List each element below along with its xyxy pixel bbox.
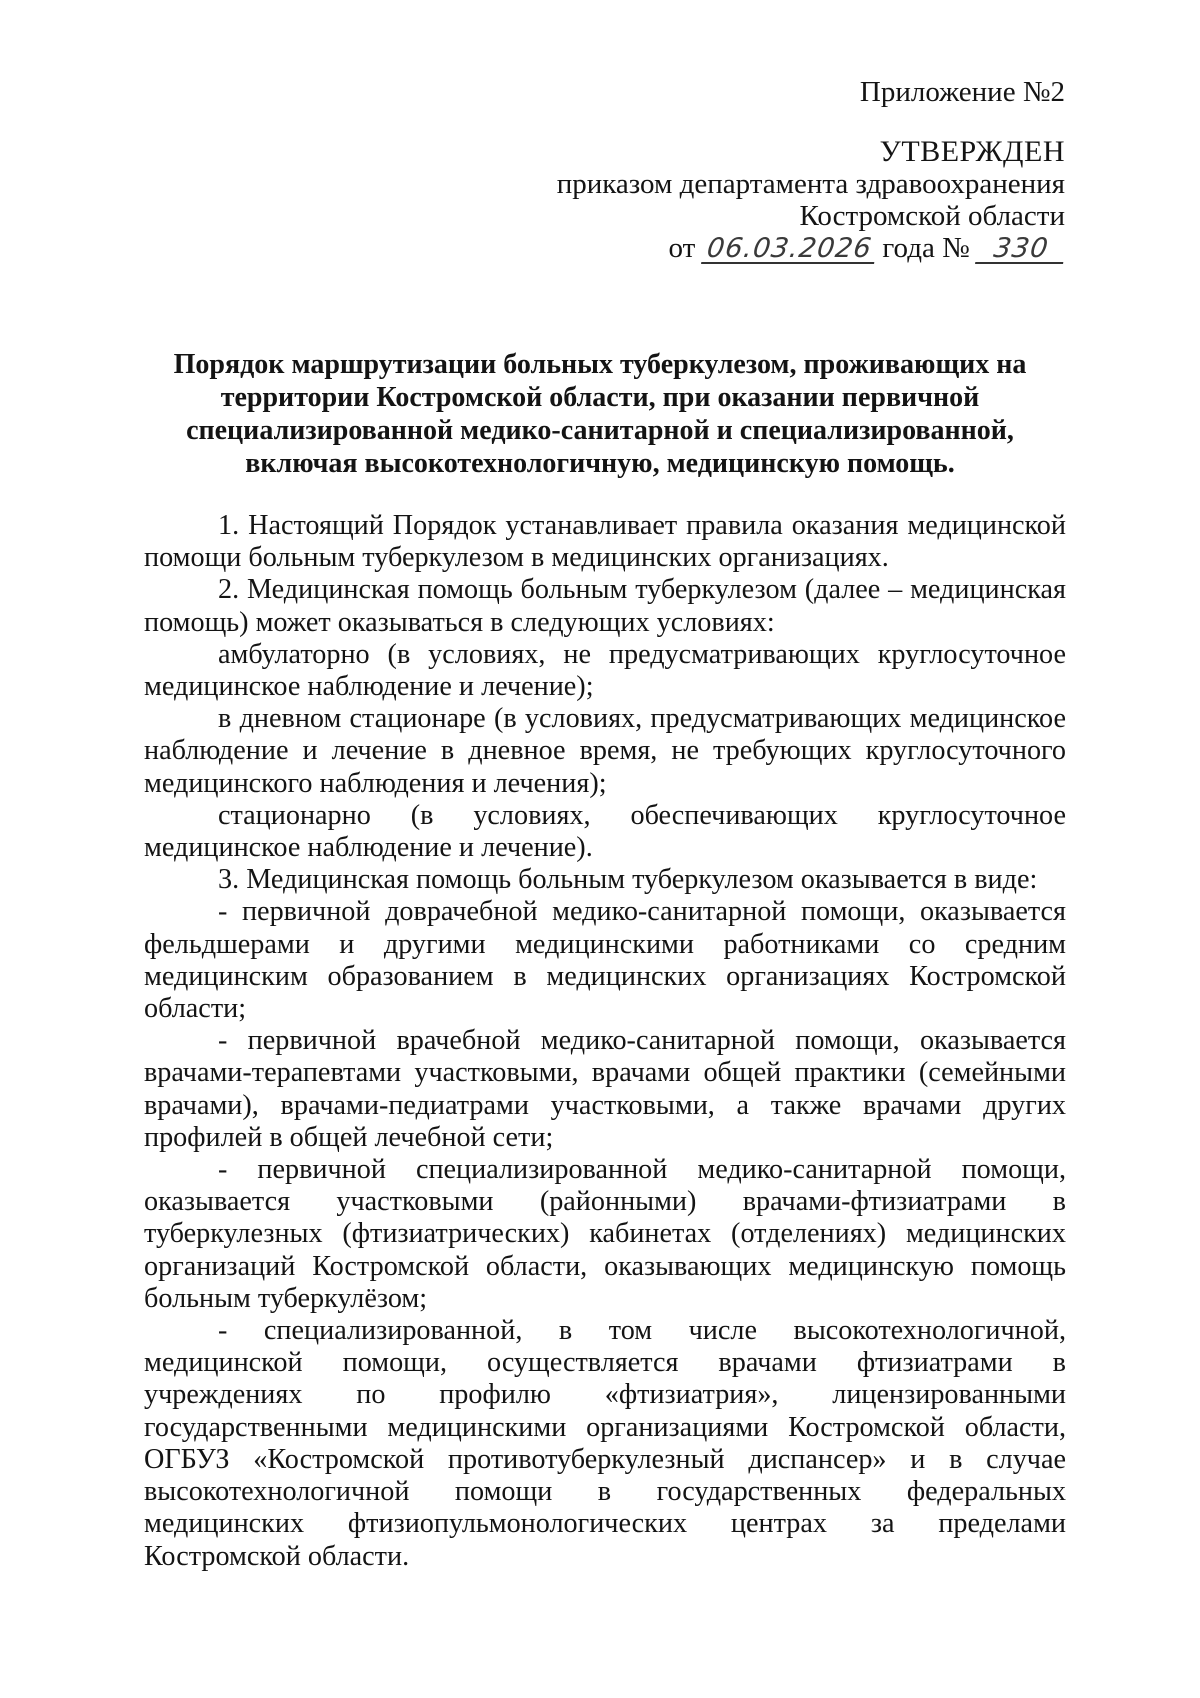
paragraph-1: 1. Настоящий Порядок устанавливает правила оказания медицинской помощи больным туберкулезом в медицинских организациях. — [144, 510, 1066, 574]
list-item-specialized-hightech: - специализированной, в том числе высокотехнологичной, медицинской помощи, осуществляется врачами фтизиатрами в учреждениях по профилю «фтизиатрия», лицензированными государственными медицинскими организациями Костромской области, ОГБУЗ «Костромской противотуберкулезный диспансер» и в случае высокотехнологичной помощи в государственных федеральных медицинских фтизиопульмонологических центрах за пределами Костромской области. — [144, 1315, 1066, 1572]
paragraph-condition-inpatient: стационарно (в условиях, обеспечивающих круглосуточное медицинское наблюдение и лечение). — [144, 799, 1066, 864]
list-item-primary-physician: - первичной врачебной медико-санитарной помощи, оказывается врачами-терапевтами участковыми, врачами общей практики (семейными врачами), врачами-педиатрами участковыми, а также врачами других профилей в общей лечебной сети; — [144, 1025, 1066, 1153]
approval-header — [557, 76, 1065, 264]
order-line-1: приказом департамента здравоохранения — [556, 168, 1065, 200]
approved-label: УТВЕРЖДЕН — [879, 135, 1065, 168]
order-line-2: Костромской области — [799, 200, 1065, 232]
paragraph-3: 3. Медицинская помощь больным туберкулезом оказывается в виде: — [218, 864, 1038, 896]
date-line — [668, 232, 1065, 264]
paragraph-condition-outpatient: амбулаторно (в условиях, не предусматривающих круглосуточное медицинское наблюдение и лечение); — [144, 638, 1066, 703]
list-item-primary-specialized: - первичной специализированной медико-санитарной помощи, оказывается участковыми (районными) врачами-фтизиатрами в туберкулезных (фтизиатрических) кабинетах (отделениях) медицинских организаций Костромской области, оказывающих медицинскую помощь больным туберкулёзом; — [144, 1154, 1066, 1314]
document-body — [144, 510, 1066, 1573]
paragraph-2: 2. Медицинская помощь больным туберкулезом (далее – медицинская помощь) может оказываться в следующих условиях: — [144, 574, 1066, 638]
document-title: Порядок маршрутизации больных туберкулезом, проживающих на территории Костромской области, при оказании первичной специализированной медико-санитарной и специализированной, включая высокотехнологичную, медицинскую помощь. — [173, 349, 1027, 479]
handwritten-number: 330 — [975, 236, 1067, 264]
handwritten-date: 06.03.2026 — [701, 236, 878, 264]
paragraph-condition-day-hospital: в дневном стационаре (в условиях, предусматривающих медицинское наблюдение и лечение в дневное время, не требующих круглосуточного медицинского наблюдения и лечения); — [144, 703, 1066, 799]
date-suffix: года № — [882, 232, 970, 264]
date-prefix: от — [668, 232, 696, 264]
list-item-prehospital: - первичной доврачебной медико-санитарной помощи, оказывается фельдшерами и другими медицинскими работниками со средним медицинским образованием в медицинских организациях Костромской области; — [144, 896, 1066, 1025]
annex-label: Приложение №2 — [859, 76, 1065, 108]
